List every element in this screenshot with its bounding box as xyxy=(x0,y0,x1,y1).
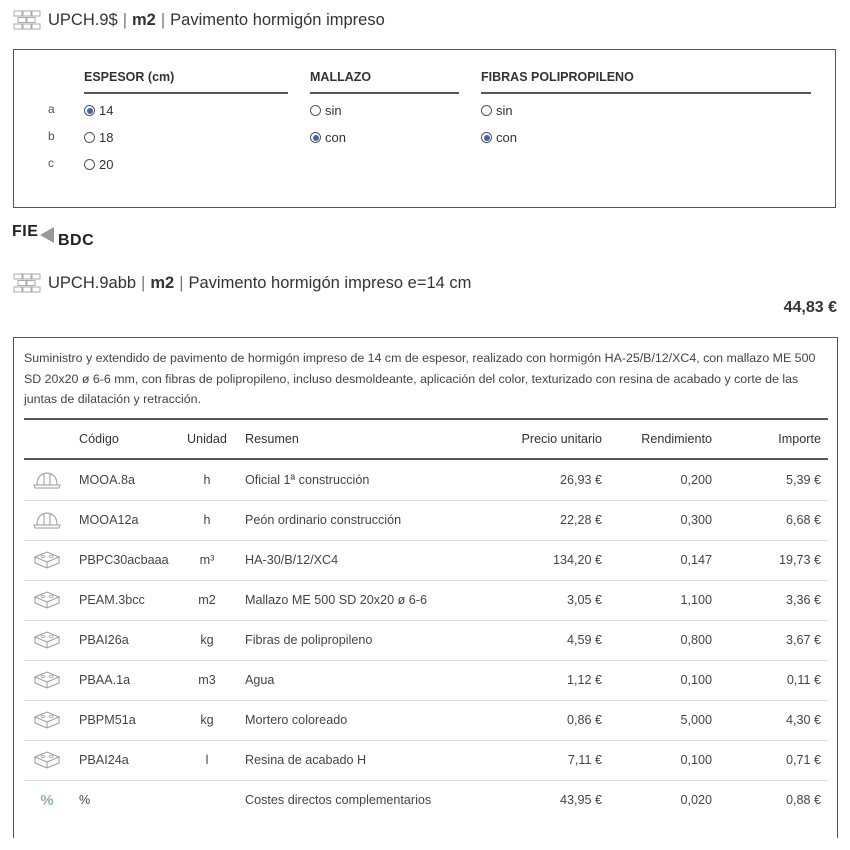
option-mallazo-con[interactable]: con xyxy=(310,130,346,145)
cell-unit-price: 7,11 € xyxy=(567,753,602,767)
cell-code: % xyxy=(79,793,91,807)
cell-summary: Costes directos complementarios xyxy=(245,793,432,807)
logo-arrow-icon xyxy=(40,227,58,245)
header-unit: m2 xyxy=(132,10,156,29)
cell-unit-price: 3,05 € xyxy=(566,593,602,607)
header-code: UPCH.9$ xyxy=(48,10,118,29)
cell-summary: Agua xyxy=(245,673,275,687)
cell-summary: Mallazo ME 500 SD 20x20 ø 6-6 xyxy=(245,593,427,607)
material-block-icon xyxy=(32,700,62,740)
table-row[interactable] xyxy=(24,620,828,661)
radio-button[interactable] xyxy=(84,159,95,170)
header-description: Pavimento hormigón impreso xyxy=(170,10,385,29)
radio-button[interactable] xyxy=(310,105,321,116)
table-row[interactable] xyxy=(24,460,828,501)
description-text: Suministro y extendido de pavimento de hormigón impreso de 14 cm de espesor, realizado con hormigón HA-25/B/12/XC4, con mallazo ME 500 SD 20x20 ø 6-6 mm, con fibras de polipropileno, incluso desmoldeante, aplicación del color, texturizado con resina de acabado y corte de las juntas de dilatación y retracción. xyxy=(24,351,816,406)
table-row[interactable] xyxy=(24,780,828,820)
cell-unit-price: 4,59 € xyxy=(566,633,602,647)
cell-unit: m2 xyxy=(198,593,216,607)
option-fibras-con[interactable]: con xyxy=(481,130,517,145)
cell-unit xyxy=(184,780,230,820)
helmet-icon xyxy=(32,500,62,540)
percent-icon xyxy=(32,780,62,820)
header-code: UPCH.9abb xyxy=(48,273,137,292)
radio-button[interactable] xyxy=(481,105,492,116)
cell-yield: 0,100 xyxy=(680,673,712,687)
cell-amount: 6,68 € xyxy=(785,513,821,527)
cell-code: PBPC30acbaaa xyxy=(79,553,169,567)
cell-amount: 4,30 € xyxy=(785,713,821,727)
option-group-espesor xyxy=(84,70,288,172)
header-unit-item xyxy=(13,273,471,293)
percent-glyph: % xyxy=(40,791,54,809)
material-block-icon xyxy=(32,620,62,660)
option-group-header: FIBRAS POLIPROPILENO xyxy=(481,70,811,94)
brick-wall-icon xyxy=(13,10,41,30)
col-header-code: Código xyxy=(79,432,119,446)
row-label-b: b xyxy=(48,129,55,143)
cell-unit: l xyxy=(205,753,209,767)
option-group-fibras xyxy=(481,70,811,145)
header-unit-family xyxy=(13,10,385,30)
option-group-header: ESPESOR (cm) xyxy=(84,70,288,94)
cell-yield: 5,000 xyxy=(680,713,712,727)
cell-amount: 0,88 € xyxy=(785,793,821,807)
col-header-unit-price: Precio unitario xyxy=(521,432,602,446)
cell-code: PBPM51a xyxy=(79,713,136,727)
col-header-summary: Resumen xyxy=(245,432,299,446)
cell-summary: Resina de acabado H xyxy=(245,753,367,767)
separator: | xyxy=(122,10,127,29)
cell-summary: Oficial 1ª construcción xyxy=(245,473,370,487)
cell-summary: Mortero coloreado xyxy=(245,713,348,727)
table-row[interactable] xyxy=(24,740,828,781)
detail-panel xyxy=(13,337,838,838)
cell-amount: 3,67 € xyxy=(785,633,821,647)
separator: | xyxy=(141,273,146,292)
cell-amount: 0,71 € xyxy=(785,753,821,767)
cell-unit: m³ xyxy=(199,553,215,567)
row-label-c: c xyxy=(48,156,54,170)
cell-yield: 0,300 xyxy=(680,513,712,527)
col-header-yield: Rendimiento xyxy=(641,432,712,446)
option-fibras-sin[interactable]: sin xyxy=(481,103,513,118)
table-row[interactable] xyxy=(24,580,828,621)
cell-unit-price: 43,95 € xyxy=(559,793,602,807)
option-espesor-14[interactable]: 14 xyxy=(84,103,113,118)
cell-yield: 0,200 xyxy=(680,473,712,487)
cell-unit: kg xyxy=(200,633,214,647)
logo-text-bdc: BDC xyxy=(58,232,95,249)
col-header-amount: Importe xyxy=(778,432,821,446)
option-mallazo-sin[interactable]: sin xyxy=(310,103,342,118)
logo-text-fie: FIE xyxy=(12,223,39,240)
cell-unit-price: 22,28 € xyxy=(559,513,602,527)
cell-unit-price: 1,12 € xyxy=(566,673,602,687)
row-label-a: a xyxy=(48,102,55,116)
cell-unit-price: 26,93 € xyxy=(559,473,602,487)
radio-button[interactable] xyxy=(84,105,95,116)
options-panel xyxy=(13,49,836,208)
table-row[interactable] xyxy=(24,540,828,581)
cell-yield: 0,100 xyxy=(680,753,712,767)
cell-summary: Fibras de polipropileno xyxy=(245,633,373,647)
header-description: Pavimento hormigón impreso e=14 cm xyxy=(188,273,472,292)
cell-amount: 19,73 € xyxy=(778,553,821,567)
cell-unit-price: 0,86 € xyxy=(566,713,602,727)
radio-button[interactable] xyxy=(481,132,492,143)
table-row[interactable] xyxy=(24,660,828,701)
option-espesor-20[interactable]: 20 xyxy=(84,157,113,172)
separator: | xyxy=(160,10,166,29)
header-unit: m2 xyxy=(150,273,175,292)
table-header-row xyxy=(24,420,828,460)
cell-summary: HA-30/B/12/XC4 xyxy=(245,553,339,567)
material-block-icon xyxy=(32,660,62,700)
cell-code: MOOA12a xyxy=(79,513,139,527)
cell-code: PBAI26a xyxy=(79,633,129,647)
material-block-icon xyxy=(32,740,62,780)
cell-yield: 0,800 xyxy=(680,633,712,647)
cell-code: PEAM.3bcc xyxy=(79,593,145,607)
cell-unit-price: 134,20 € xyxy=(552,553,602,567)
brick-wall-icon xyxy=(13,273,41,293)
cell-yield: 0,147 xyxy=(680,553,712,567)
unit-price-total: 44,83 € xyxy=(783,299,837,316)
cell-amount: 3,36 € xyxy=(785,593,821,607)
cell-unit: m3 xyxy=(198,673,216,687)
cell-unit: h xyxy=(203,513,211,527)
table-row[interactable] xyxy=(24,700,828,741)
cell-amount: 0,11 € xyxy=(786,673,821,687)
cell-yield: 1,100 xyxy=(680,593,712,607)
option-espesor-18[interactable]: 18 xyxy=(84,130,113,145)
material-block-icon xyxy=(32,540,62,580)
cell-summary: Peón ordinario construcción xyxy=(245,513,402,527)
cell-amount: 5,39 € xyxy=(785,473,821,487)
cell-code: PBAI24a xyxy=(79,753,129,767)
helmet-icon xyxy=(32,460,62,500)
fiebdc-logo[interactable] xyxy=(12,223,102,251)
option-group-mallazo xyxy=(310,70,459,145)
table-row[interactable] xyxy=(24,500,828,541)
separator: | xyxy=(179,273,184,292)
cell-yield: 0,020 xyxy=(680,793,712,807)
option-group-header: MALLAZO xyxy=(310,70,459,94)
radio-button[interactable] xyxy=(84,132,95,143)
col-header-unit: Unidad xyxy=(187,432,227,446)
cell-code: PBAA.1a xyxy=(79,673,131,687)
cell-unit: kg xyxy=(200,713,214,727)
radio-button[interactable] xyxy=(310,132,321,143)
material-block-icon xyxy=(32,580,62,620)
cell-code: MOOA.8a xyxy=(79,473,135,487)
cell-unit: h xyxy=(203,473,211,487)
